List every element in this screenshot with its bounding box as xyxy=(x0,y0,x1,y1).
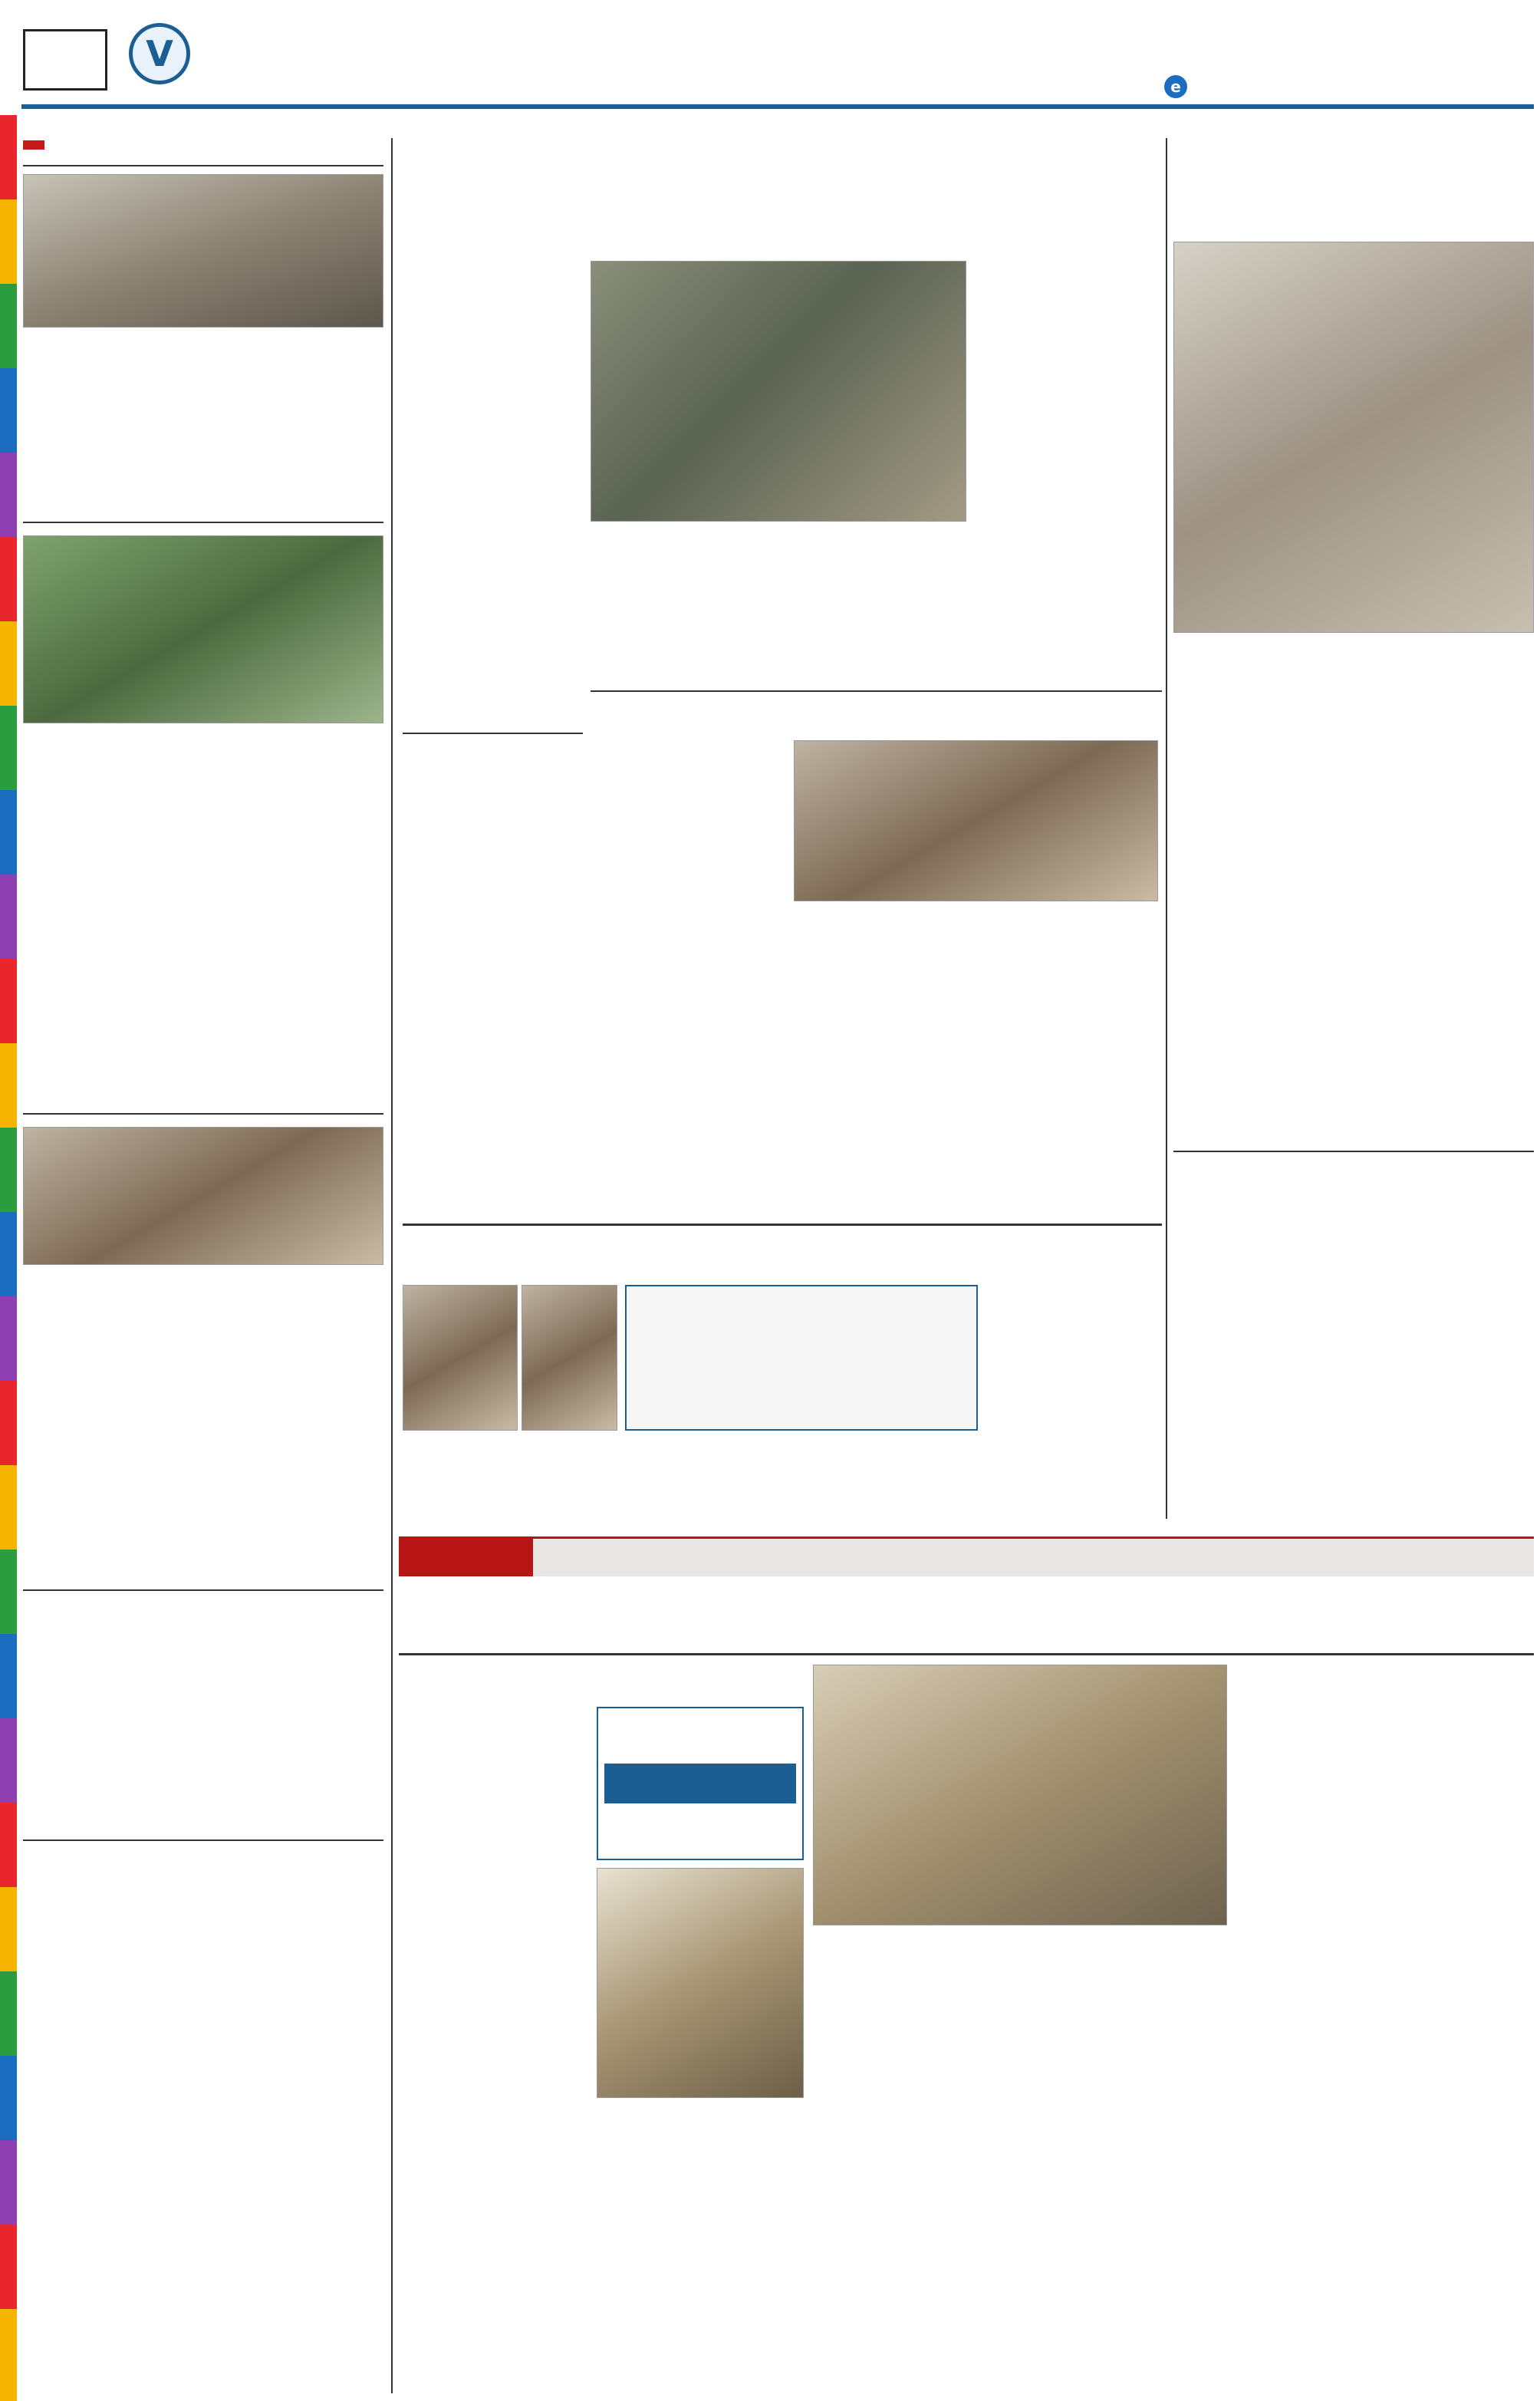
vda-story-right xyxy=(1235,1665,1534,1925)
color-stripe xyxy=(0,2140,17,2225)
victim-photo xyxy=(522,1285,617,1431)
story-headline xyxy=(23,1839,383,1846)
color-stripe xyxy=(0,2056,17,2140)
color-stripe xyxy=(0,368,17,453)
vda-headline-box xyxy=(403,1588,1534,1649)
vda-emblem-photo xyxy=(597,1868,804,2098)
story-headline xyxy=(23,160,383,166)
column-divider xyxy=(1166,138,1167,1519)
color-stripe xyxy=(0,284,17,368)
loot-headline-box xyxy=(591,690,1162,736)
quote-body xyxy=(627,1296,976,1403)
press-conference-photo xyxy=(794,740,1158,901)
story-headline xyxy=(23,1113,383,1119)
color-stripe xyxy=(0,621,17,706)
story-headline xyxy=(591,692,1162,697)
deputy-cm-headline xyxy=(1173,142,1534,242)
color-stripe xyxy=(0,1381,17,1465)
murder-story xyxy=(403,1434,978,1534)
color-stripe xyxy=(0,115,17,199)
building-photo xyxy=(813,1665,1227,1925)
quote-headline xyxy=(627,1286,976,1296)
exclusive-box xyxy=(597,1707,804,1860)
press-photo xyxy=(23,1127,383,1265)
vda-story-col1 xyxy=(403,1665,591,2393)
story-body xyxy=(23,730,383,1105)
exclusive-tag xyxy=(604,1764,796,1803)
color-stripe xyxy=(0,874,17,959)
story-headline xyxy=(403,1226,1162,1229)
hospital-inspection-photo xyxy=(1173,242,1534,633)
color-stripe xyxy=(0,1971,17,2056)
ditch-story xyxy=(970,142,1162,725)
story-headline xyxy=(23,1589,383,1596)
meeting-photo xyxy=(23,174,383,328)
story-body xyxy=(23,1852,383,2174)
accident-headline xyxy=(403,142,970,249)
color-stripe xyxy=(0,1043,17,1128)
vda-story-cols xyxy=(813,1933,1534,2393)
header-divider xyxy=(21,104,1534,109)
story-headline xyxy=(1173,1151,1534,1157)
color-stripe xyxy=(0,199,17,284)
color-stripe xyxy=(0,959,17,1043)
story-body xyxy=(23,1602,383,1832)
loot-story-continued xyxy=(794,913,1158,1212)
section-tag xyxy=(23,140,44,150)
brand-logo-icon: V xyxy=(129,23,190,84)
story-body xyxy=(23,1271,383,1582)
color-stripe xyxy=(0,1718,17,1803)
color-stripe xyxy=(0,1128,17,1212)
food-inspection-story xyxy=(403,733,583,1224)
loot-story xyxy=(591,744,782,1204)
vda-story-col2 xyxy=(597,2106,804,2393)
murder-story-side xyxy=(986,1285,1162,1507)
color-stripe xyxy=(0,1803,17,1887)
color-stripe xyxy=(0,1296,17,1381)
story-headline xyxy=(403,733,583,739)
story-body xyxy=(23,334,383,514)
victim-photo xyxy=(403,1285,518,1431)
color-stripe xyxy=(0,537,17,621)
color-stripe xyxy=(0,1550,17,1634)
left-column xyxy=(23,138,383,2393)
accident-photo xyxy=(591,261,966,522)
event-photo xyxy=(23,535,383,723)
murder-headline-box xyxy=(403,1224,1162,1277)
column-divider xyxy=(391,138,393,2393)
xray-story xyxy=(1173,1151,1534,1396)
color-stripe xyxy=(0,1212,17,1296)
color-stripe xyxy=(0,453,17,537)
vda-kicker-strip xyxy=(399,1536,1534,1576)
section-tag xyxy=(399,1536,533,1576)
accident-story xyxy=(403,261,583,514)
color-stripe xyxy=(0,1887,17,1971)
color-stripe xyxy=(0,2309,17,2401)
page-number xyxy=(23,29,107,91)
color-stripe xyxy=(0,1465,17,1550)
color-stripe xyxy=(0,790,17,874)
color-stripe xyxy=(0,706,17,790)
deputy-cm-story xyxy=(1173,641,1534,1143)
globe-icon: e xyxy=(1164,75,1187,98)
story-headline xyxy=(23,522,383,528)
section-divider xyxy=(399,1653,1534,1655)
color-stripe xyxy=(0,2225,17,2309)
mla-quote-box xyxy=(625,1285,978,1431)
color-stripe xyxy=(0,1634,17,1718)
